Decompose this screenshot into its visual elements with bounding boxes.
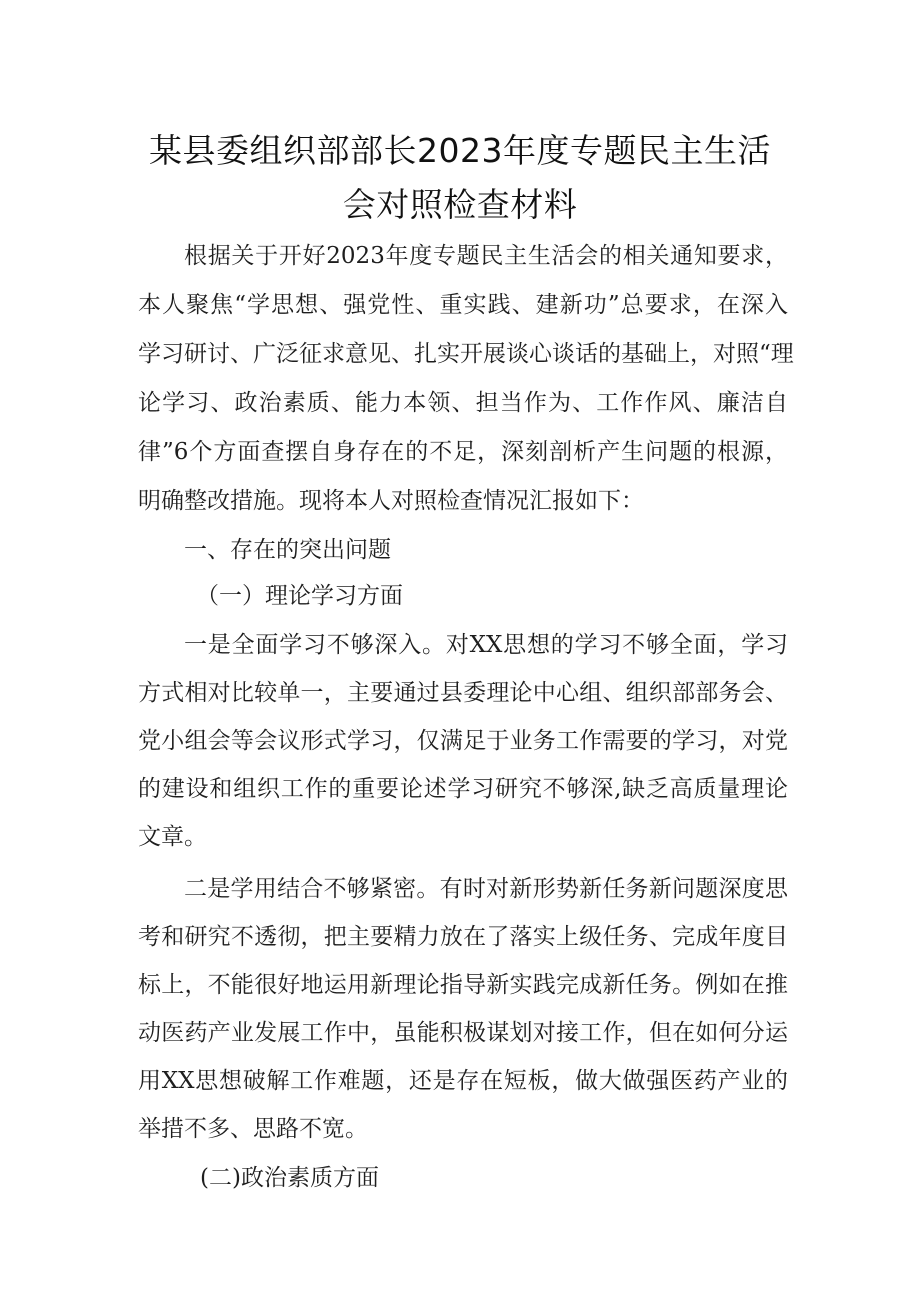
intro-line: 论学习、政治素质、能力本领、担当作为、工作作风、廉洁自 (138, 390, 788, 416)
intro-line: 本人聚焦“学思想、强党性、重实践、建新功”总要求，在深入 (138, 292, 788, 318)
intro-line: 律”6个方面查摆自身存在的不足，深刻剖析产生问题的根源， (138, 439, 788, 465)
point1-line: 方式相对比较单一，主要通过县委理论中心组、组织部部务会、 (138, 680, 788, 706)
document-title-line-1: 某县委组织部部长2023年度专题民主生活 (149, 131, 771, 170)
intro-line: 根据关于开好2023年度专题民主生活会的相关通知要求， (184, 243, 788, 269)
point1-line: 党小组会等会议形式学习，仅满足于业务工作需要的学习，对党 (138, 728, 788, 754)
intro-line: 明确整改措施。现将本人对照检查情况汇报如下： (138, 488, 644, 514)
point2-line: 用XX思想破解工作难题，还是存在短板，做大做强医药产业的 (138, 1068, 788, 1094)
intro-line: 学习研讨、广泛征求意见、扎实开展谈心谈话的基础上，对照“理 (138, 341, 794, 367)
point2-line: 考和研究不透彻，把主要精力放在了落实上级任务、完成年度目 (138, 924, 788, 950)
subsection-heading: (二)政治素质方面 (200, 1165, 379, 1191)
section-heading: 一、存在的突出问题 (184, 537, 391, 563)
point1-line: 的建设和组织工作的重要论述学习研究不够深,缺乏高质量理论 (138, 776, 788, 802)
subsection-heading: （一）理论学习方面 (196, 583, 403, 609)
point1-line: 一是全面学习不够深入。对XX思想的学习不够全面，学习 (184, 632, 788, 658)
document-title-line-2: 会对照检查材料 (342, 185, 578, 224)
point1-line: 文章。 (138, 824, 207, 850)
point2-line: 二是学用结合不够紧密。有时对新形势新任务新问题深度思 (184, 876, 788, 902)
point2-line: 动医药产业发展工作中，虽能积极谋划对接工作，但在如何分运 (138, 1020, 788, 1046)
point2-line: 标上，不能很好地运用新理论指导新实践完成新任务。例如在推 (138, 972, 788, 998)
point2-line: 举措不多、思路不宽。 (138, 1116, 368, 1142)
